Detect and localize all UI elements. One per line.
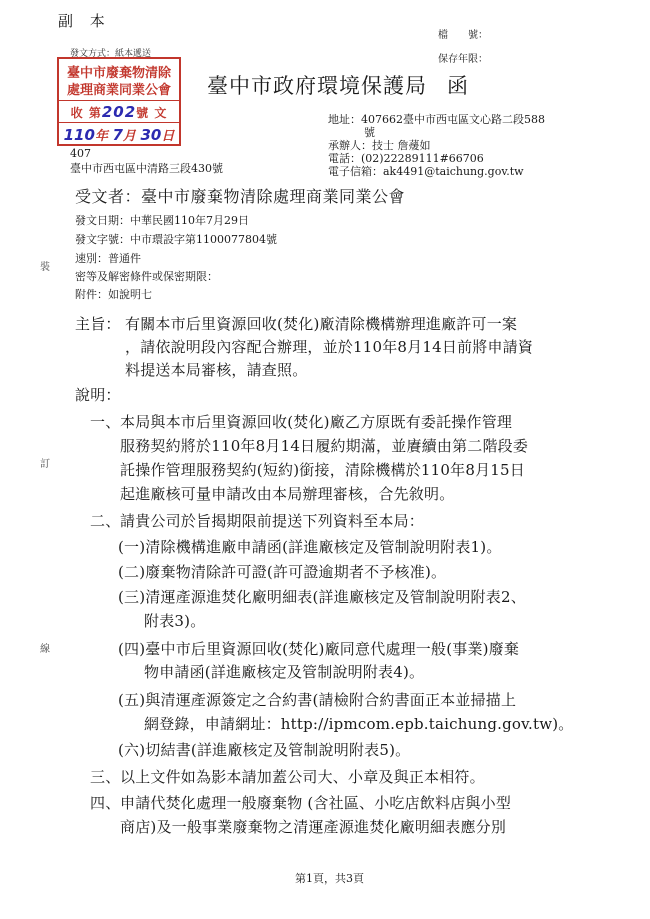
binding-mark-2: 訂 — [40, 459, 50, 470]
sub-item: (二)廢棄物清除許可證(許可證逾期者不予核准)。 — [118, 563, 447, 581]
subject-label: 主旨： — [75, 315, 121, 333]
sub-item-wrap: 網登錄，申請網址：http://ipmcom.epb.taichung.gov.tw)。 — [144, 715, 574, 733]
contact-block — [328, 113, 545, 178]
subject-line: 料提送本局審核，請查照。 — [125, 361, 308, 379]
issue-date: 發文日期：中華民國110年7月29日 — [75, 214, 249, 227]
item-number: 四、 — [90, 794, 121, 812]
agency-title — [207, 70, 469, 100]
recipient-zip: 407 — [70, 147, 91, 160]
attachment: 附件：如說明七 — [75, 288, 152, 301]
handler: 承辦人：技士 詹蕿如 — [328, 139, 431, 152]
sub-item: (一)清除機構進廠申請函(詳進廠核定及管制說明附表1)。 — [118, 538, 502, 556]
stamp-org-line1: 臺中市廢棄物清除 — [66, 66, 171, 81]
subject-line: ，請依說明段內容配合辦理，並於110年8月14日前將申請資 — [125, 338, 534, 356]
stamp-org-line2: 處理商業同業公會 — [66, 83, 171, 98]
sub-item-wrap: 附表3)。 — [144, 612, 206, 630]
email: 電子信箱：ak4491@taichung.gov.tw — [328, 165, 524, 178]
stamp-divider — [59, 122, 179, 123]
secrecy-level: 密等及解密條件或保密期限： — [75, 270, 218, 283]
page-number: 第1頁，共3頁 — [295, 872, 364, 885]
file-number-label: 檔 號： — [438, 30, 488, 41]
item-line: 以上文件如為影本請加蓋公司大、小章及與正本相符。 — [120, 768, 485, 786]
delivery-speed: 速別：普通件 — [75, 252, 141, 265]
document-number: 發文字號：中市環設字第1100077804號 — [75, 233, 277, 246]
sub-item: (六)切結書(詳進廠核定及管制說明附表5)。 — [118, 741, 411, 759]
item-number: 二、 — [90, 512, 121, 530]
binding-mark-3: 線 — [40, 644, 50, 655]
item-number: 三、 — [90, 768, 121, 786]
explanation-label: 說明： — [75, 386, 121, 404]
item-line: 申請代焚化處理一般廢棄物 (含社區、小吃店飲料店與小型 — [120, 794, 512, 812]
item-line: 商店)及一般事業廢棄物之清運產源進焚化廠明細表應分別 — [120, 818, 507, 836]
stamp-divider — [59, 100, 179, 101]
sub-item: (三)清運產源進焚化廠明細表(詳進廠核定及管制說明附表2、 — [118, 588, 526, 606]
item-line: 服務契約將於110年8月14日履約期滿，並賡續由第二階段委 — [120, 437, 529, 455]
send-method: 發文方式：紙本遞送 — [70, 49, 152, 59]
retention-period-label: 保存年限： — [438, 54, 488, 65]
phone: 電話：(02)22289111#66706 — [328, 152, 484, 165]
agency-address: 地址：407662臺中市西屯區文心路二段588 — [328, 113, 545, 126]
sub-item: (四)臺中市后里資源回收(焚化)廠同意代處理一般(事業)廢棄 — [118, 640, 520, 658]
copy-mark: 副 本 — [58, 12, 111, 30]
subject-line: 有關本市后里資源回收(焚化)廠清除機構辦理進廠許可一案 — [125, 315, 518, 333]
agency-name: 臺中市政府環境保護局 — [207, 74, 427, 98]
sub-item: (五)與清運產源簽定之合約書(請檢附合約書面正本並掃描上 — [118, 691, 517, 709]
item-line: 起進廠核可量申請改由本局辦理審核，合先敘明。 — [120, 485, 455, 503]
recipient-address: 臺中市西屯區中清路三段430號 — [70, 162, 223, 175]
item-line: 本局與本市后里資源回收(焚化)廠乙方原既有委託操作管理 — [120, 413, 513, 431]
document-kind: 函 — [447, 74, 469, 98]
binding-mark-1: 裝 — [40, 262, 50, 273]
stamp-receive-number-value: 202 — [101, 103, 137, 121]
recipient-line: 受文者：臺中市廢棄物清除處理商業同業公會 — [75, 187, 406, 206]
item-number: 一、 — [90, 413, 121, 431]
item-line: 請貴公司於旨揭期限前提送下列資料至本局： — [120, 512, 425, 530]
item-line: 託操作管理服務契約(短約)銜接，清除機構於110年8月15日 — [120, 461, 525, 479]
sub-item-wrap: 物申請函(詳進廠核定及管制說明附表4)。 — [144, 663, 425, 681]
receipt-stamp — [57, 57, 181, 146]
agency-address-wrap: 號 — [364, 126, 375, 139]
stamp-receive-number: 收 第202號 文 — [70, 103, 168, 121]
stamp-date: 110年 7月 30日 — [63, 126, 175, 144]
